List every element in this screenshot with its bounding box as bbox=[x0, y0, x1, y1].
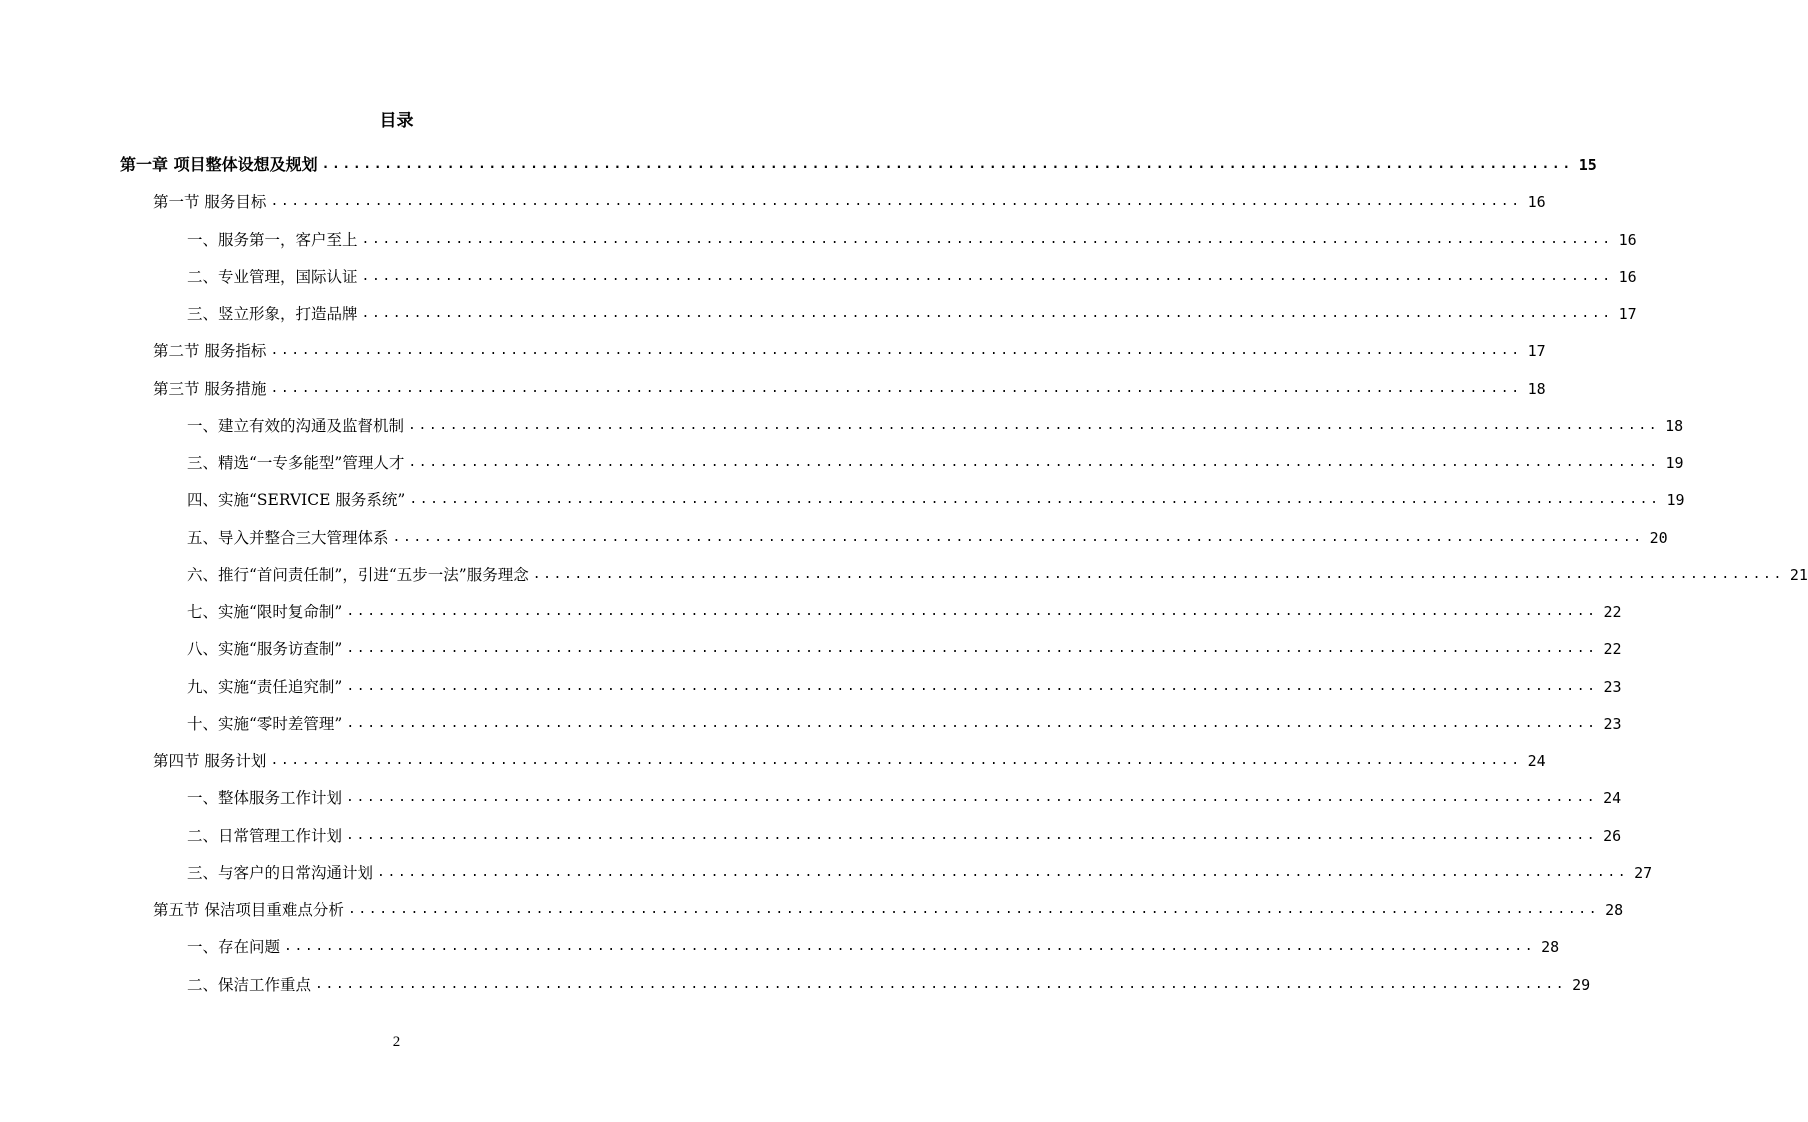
toc-entry-label: 第二节 服务指标 bbox=[153, 342, 267, 361]
toc-entry-label: 第三节 服务措施 bbox=[153, 379, 267, 398]
toc-entry-page: 18 bbox=[1527, 379, 1546, 398]
toc-entry[interactable] bbox=[187, 660, 1622, 697]
toc-dot-leader: ........................................................................................................................ bbox=[346, 604, 1598, 619]
toc-entry-page: 20 bbox=[1649, 528, 1668, 547]
toc-entry[interactable] bbox=[187, 622, 1622, 659]
toc-entry-page: 15 bbox=[1578, 156, 1597, 174]
toc-entry-label: 九、实施“责任追究制” bbox=[187, 677, 343, 696]
toc-entry[interactable] bbox=[187, 771, 1622, 808]
toc-entry-label: 第一节 服务目标 bbox=[153, 193, 267, 212]
toc-entry-page: 21 bbox=[1789, 565, 1808, 584]
toc-entry[interactable] bbox=[187, 287, 1637, 324]
toc-entry-page: 18 bbox=[1665, 416, 1684, 435]
toc-entry-label: 三、精选“一专多能型”管理人才 bbox=[187, 454, 405, 472]
toc-entry[interactable] bbox=[120, 138, 1597, 175]
toc-dot-leader: ........................................................................................................................ bbox=[392, 529, 1644, 545]
toc-entry-page: 28 bbox=[1605, 901, 1624, 919]
toc-entry[interactable] bbox=[153, 734, 1546, 771]
toc-dot-leader: ........................................................................................................................ bbox=[270, 343, 1522, 359]
toc-entry[interactable] bbox=[187, 809, 1622, 846]
toc-entry[interactable] bbox=[187, 436, 1684, 473]
toc-entry-label: 三、竖立形象，打造品牌 bbox=[187, 305, 358, 323]
toc-entry-label: 一、存在问题 bbox=[187, 938, 281, 957]
toc-entry-page: 16 bbox=[1618, 267, 1637, 286]
toc-entry-page: 28 bbox=[1541, 938, 1560, 957]
toc-dot-leader: ........................................................................................................................ bbox=[321, 157, 1573, 172]
toc-entry-page: 16 bbox=[1618, 230, 1637, 249]
toc-entry-page: 17 bbox=[1527, 342, 1546, 361]
toc-entry-page: 29 bbox=[1572, 975, 1591, 994]
toc-entry-label: 四、实施“SERVICE 服务系统” bbox=[187, 491, 406, 510]
toc-entry-label: 一、整体服务工作计划 bbox=[187, 789, 343, 808]
toc-dot-leader: ........................................................................................................................ bbox=[346, 790, 1598, 806]
toc-dot-leader: ........................................................................................................................ bbox=[347, 902, 1600, 917]
toc-entry-label: 二、保洁工作重点 bbox=[187, 975, 312, 994]
toc-entry-page: 19 bbox=[1666, 491, 1685, 510]
toc-entry-label: 八、实施“服务访查制” bbox=[187, 640, 343, 659]
toc-dot-leader: ........................................................................................................................ bbox=[361, 306, 1613, 321]
toc-entry-page: 24 bbox=[1527, 752, 1546, 770]
toc-entry[interactable] bbox=[153, 362, 1546, 399]
toc-entry-label: 第一章 项目整体设想及规划 bbox=[120, 155, 318, 174]
toc-entry[interactable] bbox=[187, 585, 1622, 622]
toc-dot-leader: ........................................................................................................................ bbox=[532, 566, 1784, 582]
toc-entry-page: 22 bbox=[1603, 640, 1622, 659]
toc-entry[interactable] bbox=[187, 958, 1591, 995]
toc-entry-page: 22 bbox=[1603, 603, 1622, 621]
toc-entry[interactable] bbox=[187, 473, 1685, 510]
page-number: 2 bbox=[392, 1034, 401, 1050]
toc-dot-leader: ........................................................................................................................ bbox=[346, 641, 1598, 657]
toc-dot-leader: ........................................................................................................................ bbox=[270, 753, 1522, 768]
toc-entry-label: 第四节 服务计划 bbox=[153, 752, 267, 770]
toc-dot-leader: ........................................................................................................................ bbox=[346, 827, 1598, 843]
toc-dot-leader: ........................................................................................................................ bbox=[284, 939, 1536, 955]
toc-entry-label: 六、推行“首问责任制”，引进“五步一法”服务理念 bbox=[187, 565, 529, 584]
toc-dot-leader: ........................................................................................................................ bbox=[315, 976, 1567, 992]
toc-entry-page: 26 bbox=[1603, 826, 1622, 845]
toc-entry-page: 17 bbox=[1618, 305, 1637, 323]
toc-entry[interactable] bbox=[153, 883, 1624, 920]
toc-entry[interactable] bbox=[187, 399, 1684, 436]
toc-entry-label: 二、日常管理工作计划 bbox=[187, 826, 343, 845]
toc-entry[interactable] bbox=[187, 920, 1560, 957]
toc-entry-page: 24 bbox=[1603, 789, 1622, 808]
toc-entry[interactable] bbox=[187, 846, 1653, 883]
toc-dot-leader: ........................................................................................................................ bbox=[270, 194, 1522, 210]
toc-entry-label: 三、与客户的日常沟通计划 bbox=[187, 863, 374, 882]
toc-dot-leader: ........................................................................................................................ bbox=[346, 715, 1598, 731]
toc-entry-page: 16 bbox=[1527, 193, 1546, 212]
toc-entry[interactable] bbox=[153, 324, 1546, 361]
toc-dot-leader: ........................................................................................................................ bbox=[361, 268, 1613, 284]
toc-entry[interactable] bbox=[187, 697, 1622, 734]
toc-entry-label: 一、建立有效的沟通及监督机制 bbox=[187, 416, 405, 435]
toc-entry-page: 23 bbox=[1603, 714, 1622, 733]
toc-entry-label: 五、导入并整合三大管理体系 bbox=[187, 528, 389, 547]
toc-entry-label: 七、实施“限时复命制” bbox=[187, 603, 343, 621]
toc-entry-label: 十、实施“零时差管理” bbox=[187, 714, 343, 733]
toc-entry-page: 19 bbox=[1665, 454, 1684, 472]
toc-entry-label: 第五节 保洁项目重难点分析 bbox=[153, 901, 344, 919]
toc-dot-leader: ........................................................................................................................ bbox=[408, 417, 1660, 433]
toc-entry-page: 27 bbox=[1634, 863, 1653, 882]
toc-dot-leader: ........................................................................................................................ bbox=[409, 492, 1661, 508]
toc-dot-leader: ........................................................................................................................ bbox=[361, 231, 1613, 247]
toc-dot-leader: ........................................................................................................................ bbox=[377, 864, 1629, 880]
toc-entry-page: 23 bbox=[1603, 677, 1622, 696]
toc-entry-label: 一、服务第一，客户至上 bbox=[187, 230, 358, 249]
toc-entry[interactable] bbox=[187, 548, 1808, 585]
toc-entry[interactable] bbox=[187, 213, 1637, 250]
toc-entry-label: 二、专业管理，国际认证 bbox=[187, 267, 358, 286]
toc-entry[interactable] bbox=[187, 511, 1668, 548]
toc-dot-leader: ........................................................................................................................ bbox=[270, 380, 1522, 396]
toc-dot-leader: ........................................................................................................................ bbox=[408, 455, 1660, 470]
toc-entry[interactable] bbox=[153, 175, 1546, 212]
page-title: 目录 bbox=[379, 111, 414, 131]
toc-entry[interactable] bbox=[187, 250, 1637, 287]
toc-dot-leader: ........................................................................................................................ bbox=[346, 678, 1598, 694]
